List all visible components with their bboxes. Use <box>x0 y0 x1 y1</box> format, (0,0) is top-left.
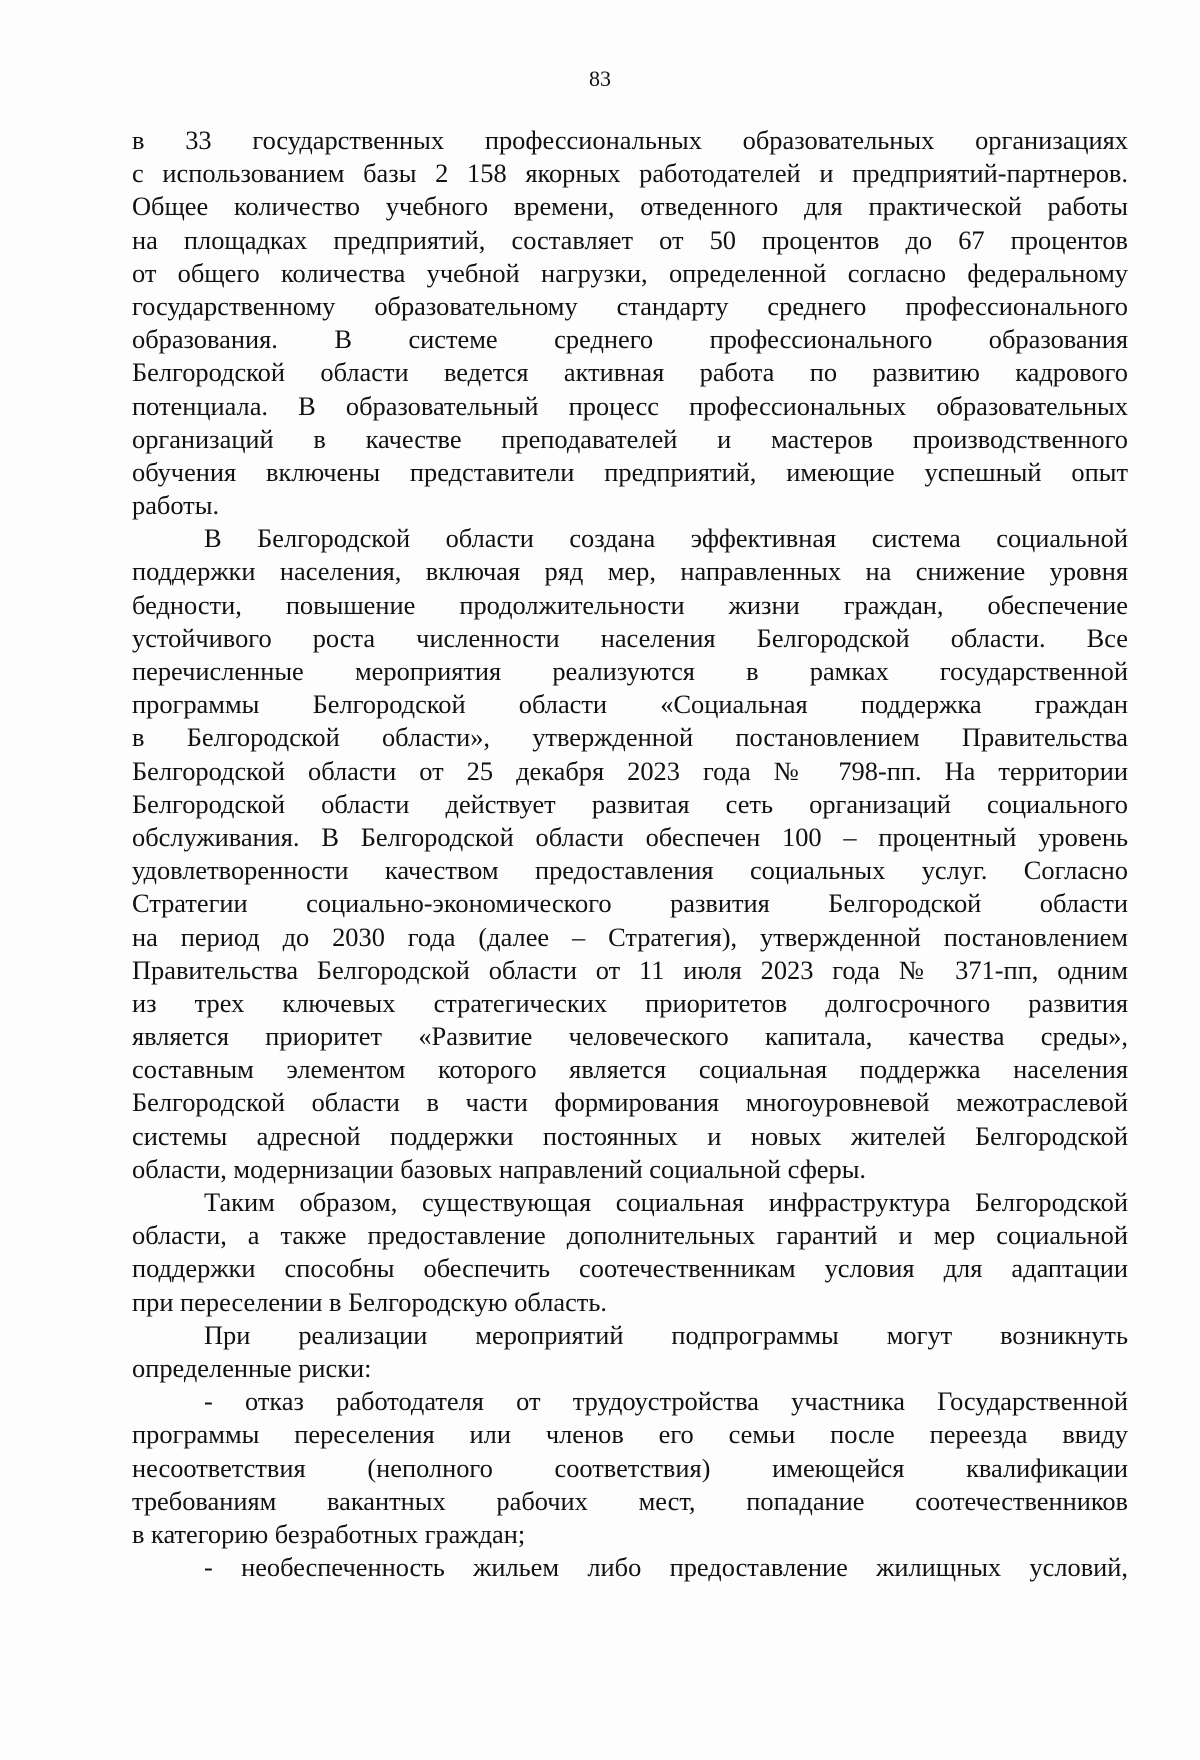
text-line: государственному образовательному стандарту среднего профессионального <box>132 290 1128 321</box>
text-line: Белгородской области действует развитая сеть организаций социального <box>132 788 1128 819</box>
text-line: обслуживания. В Белгородской области обеспечен 100 – процентный уровень <box>132 821 1128 852</box>
text-line: поддержки способны обеспечить соотечественникам условия для адаптации <box>132 1253 1128 1284</box>
text-line: работы. <box>132 490 220 521</box>
text-line: на площадках предприятий, составляет от 50 процентов до 67 процентов <box>132 224 1128 255</box>
text-line: области, а также предоставление дополнительных гарантий и мер социальной <box>132 1220 1128 1251</box>
text-line: составным элементом которого является социальная поддержка населения <box>132 1054 1128 1085</box>
text-line: определенные риски: <box>132 1352 372 1383</box>
text-line: - необеспеченность жильем либо предоставление жилищных условий, <box>204 1552 1128 1583</box>
text-line: от общего количества учебной нагрузки, определенной согласно федеральному <box>132 257 1128 288</box>
text-line: требованиям вакантных рабочих мест, попадание соотечественников <box>132 1485 1128 1516</box>
text-line: является приоритет «Развитие человеческого капитала, качества среды», <box>132 1021 1128 1052</box>
text-line: несоответствия (неполного соответствия) имеющейся квалификации <box>132 1452 1128 1483</box>
body-text <box>132 124 1128 1584</box>
text-line: Белгородской области в части формирования многоуровневой межотраслевой <box>132 1087 1128 1118</box>
text-line: В Белгородской области создана эффективная система социальной <box>204 523 1128 554</box>
text-line: из трех ключевых стратегических приоритетов долгосрочного развития <box>132 987 1128 1018</box>
page-number: 83 <box>589 66 611 91</box>
text-line: При реализации мероприятий подпрограммы могут возникнуть <box>204 1319 1128 1350</box>
text-line: в Белгородской области», утвержденной постановлением Правительства <box>132 722 1128 753</box>
text-line: - отказ работодателя от трудоустройства участника Государственной <box>204 1386 1128 1417</box>
text-line: Правительства Белгородской области от 11 июля 2023 года № 371-пп, одним <box>132 954 1128 985</box>
text-line: устойчивого роста численности населения Белгородской области. Все <box>132 622 1128 653</box>
text-line: системы адресной поддержки постоянных и новых жителей Белгородской <box>132 1120 1128 1151</box>
text-line: Белгородской области ведется активная работа по развитию кадрового <box>132 357 1128 388</box>
text-line: с использованием базы 2 158 якорных работодателей и предприятий-партнеров. <box>132 158 1128 189</box>
text-line: перечисленные мероприятия реализуются в рамках государственной <box>132 656 1128 686</box>
text-line: обучения включены представители предприятий, имеющие успешный опыт <box>132 456 1128 487</box>
text-line: поддержки населения, включая ряд мер, направленных на снижение уровня <box>132 556 1128 587</box>
text-line: в 33 государственных профессиональных образовательных организациях <box>132 125 1128 155</box>
text-line: удовлетворенности качеством предоставления социальных услуг. Согласно <box>132 855 1128 886</box>
text-line: Общее количество учебного времени, отведенного для практической работы <box>132 191 1128 222</box>
text-line: области, модернизации базовых направлений социальной сферы. <box>132 1153 867 1184</box>
text-line: бедности, повышение продолжительности жизни граждан, обеспечение <box>132 589 1128 620</box>
text-line: организаций в качестве преподавателей и мастеров производственного <box>132 423 1128 454</box>
text-line: в категорию безработных граждан; <box>132 1518 526 1549</box>
text-line: на период до 2030 года (далее – Стратегия), утвержденной постановлением <box>132 921 1128 952</box>
text-line: потенциала. В образовательный процесс профессиональных образовательных <box>132 390 1128 421</box>
text-line: при переселении в Белгородскую область. <box>132 1286 607 1317</box>
text-line: программы переселения или членов его семьи после переезда ввиду <box>132 1419 1128 1450</box>
text-line: Таким образом, существующая социальная инфраструктура Белгородской <box>204 1187 1128 1217</box>
text-line: образования. В системе среднего профессионального образования <box>132 324 1128 355</box>
text-line: Стратегии социально-экономического развития Белгородской области <box>132 888 1128 919</box>
text-line: программы Белгородской области «Социальная поддержка граждан <box>132 689 1128 720</box>
text-line: Белгородской области от 25 декабря 2023 года № 798-пп. На территории <box>132 755 1128 786</box>
